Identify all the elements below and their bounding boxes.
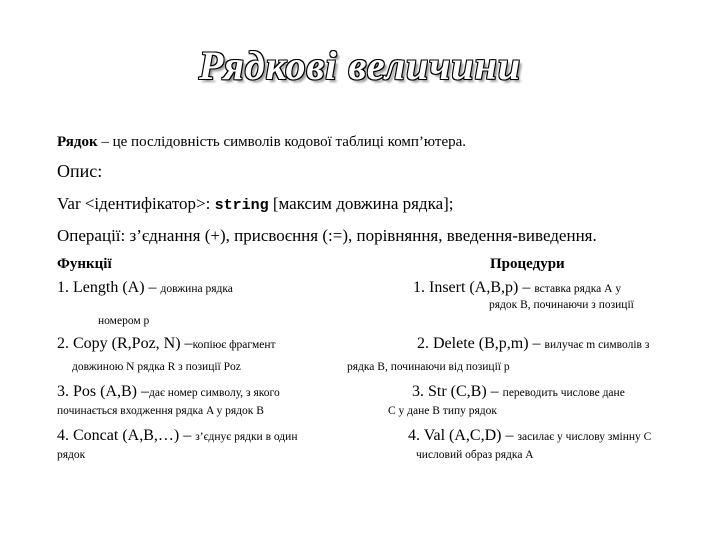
procedure-desc: переводить числове дане [502, 387, 625, 399]
function-desc: довжина рядка [160, 283, 233, 295]
procedure-item-str [412, 383, 625, 401]
function-cont: рядок [57, 449, 86, 461]
procedure-cont: рядка В, починаючи від позиції р [347, 361, 510, 373]
procedure-head: 2. Delete (B,p,m) – [417, 335, 545, 352]
definition-line [57, 134, 466, 151]
operations-text: : з’єднання (+), присвоєння (:=), порівняння, введення-виведення. [120, 226, 597, 245]
procedure-head: 1. Insert (A,B,p) – [413, 279, 535, 296]
definition-text: – це послідовність символів кодової таблиці комп’ютера. [97, 134, 467, 150]
function-head: 1. Length (A) – [57, 279, 161, 296]
procedure-desc: вилучає m символів з [544, 339, 650, 351]
function-desc: з’єднує рядки в один [195, 431, 298, 443]
function-item-length [57, 279, 233, 297]
description-keyword: string [214, 197, 269, 214]
description-line [57, 194, 454, 214]
description-heading: Опис: [57, 161, 103, 181]
procedure-item-delete [417, 335, 649, 353]
function-head: 3. Pos (A,B) – [57, 383, 150, 400]
function-cont: починається входження рядка A у рядок B [57, 405, 264, 417]
definition-term: Рядок [57, 134, 98, 150]
procedure-item-insert [413, 279, 621, 297]
function-item-pos [57, 383, 280, 401]
procedure-cont2: номером р [98, 315, 150, 327]
page-title: Рядкові величини [198, 43, 522, 88]
functions-heading: Функції [57, 256, 112, 272]
procedure-desc: засилає у числову змінну С [517, 431, 652, 443]
description-line-end: [максим довжина рядка]; [268, 194, 454, 213]
procedure-head: 4. Val (A,C,D) – [408, 427, 518, 444]
description-line-start: Var <ідентифікатор>: [57, 194, 215, 213]
operations-label: Операції [57, 226, 121, 245]
procedures-heading: Процедури [490, 256, 565, 272]
procedure-item-val [408, 427, 651, 445]
procedure-head: 3. Str (C,B) – [412, 383, 503, 400]
procedure-desc: вставка рядка А у [534, 283, 622, 295]
function-head: 4. Concat (A,B,…) – [57, 427, 196, 444]
function-item-copy [57, 335, 276, 353]
function-item-concat [57, 427, 297, 445]
function-desc: копіює фрагмент [192, 339, 276, 351]
operations-line [57, 226, 597, 246]
function-desc: дає номер символу, з якого [149, 387, 280, 399]
procedure-cont: числовий образ рядка А [416, 449, 534, 461]
function-cont: довжиною N рядка R з позиції Poz [72, 361, 241, 373]
procedure-cont: рядок В, починаючи з позиції [489, 299, 634, 311]
function-head: 2. Copy (R,Poz, N) – [57, 335, 193, 352]
procedure-cont: С у дане В типу рядок [388, 405, 497, 417]
